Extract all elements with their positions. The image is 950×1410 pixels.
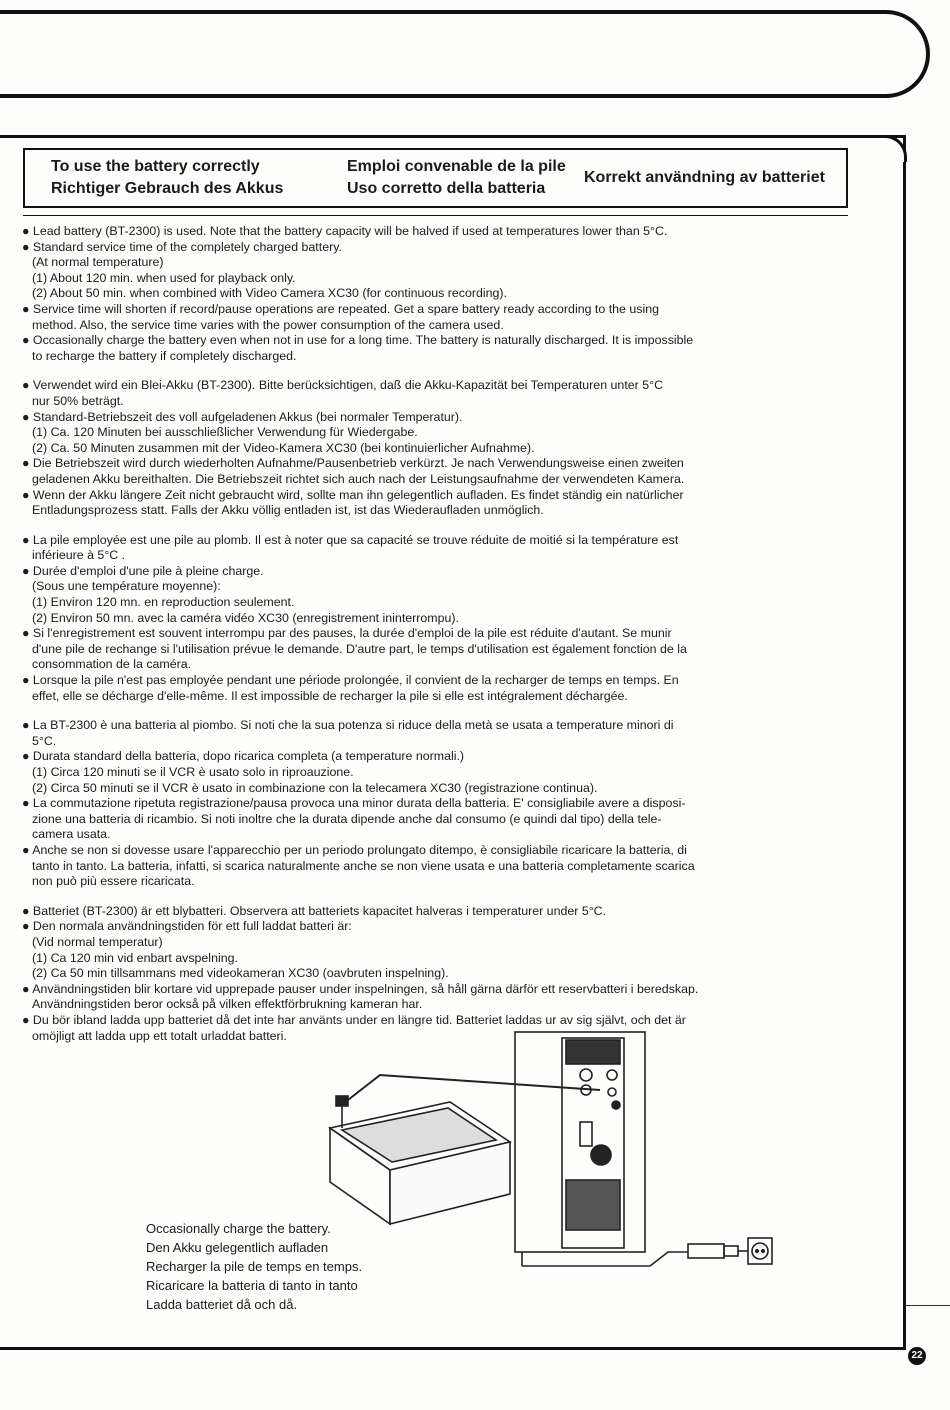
german-text-line: (2) Ca. 50 Minuten zusammen mit der Video-Kamera XC30 (bei kontinuierlicher Aufnahme).: [32, 440, 535, 455]
english-text-line: method. Also, the service time varies with the power consumption of the camera used.: [32, 317, 504, 332]
header-title-sv: Korrekt användning av batteriet: [584, 169, 825, 186]
caption-fr: Recharger la pile de temps en temps.: [146, 1259, 363, 1274]
english-text-line: (At normal temperature): [32, 255, 164, 270]
english-text-line: (1) About 120 min. when used for playback only.: [32, 270, 296, 285]
french-text-line: (Sous une température moyenne):: [32, 579, 221, 594]
english-text-line: ● Standard service time of the completely charged battery.: [22, 239, 342, 254]
swedish-text-line: ● Batteriet (BT-2300) är ett blybatteri. Observera att batteriets kapacitet halveras i temperaturer under 5°C.: [22, 903, 607, 918]
vcr-unit: [515, 1032, 650, 1266]
french-text-line: ● La pile employée est une pile au plomb. Il est à noter que sa capacité se trouve réduite de moitié si la température est: [22, 532, 679, 547]
margin-tick: [905, 1305, 950, 1306]
italian-text-line: ● La BT-2300 è una batteria al piombo. Si noti che la sua potenza si riduce della metà se usata a temperature minori di: [22, 718, 674, 733]
header-title-it: Uso corretto della batteria: [347, 180, 546, 197]
english-text-line: ● Occasionally charge the battery even when not in use for a long time. The battery is naturally discharged. It is impossible: [22, 333, 694, 348]
french-text-line: effet, elle se décharge d'elle-même. Il est impossible de recharger la pile si elle est intégralement déchargée.: [32, 688, 628, 703]
section-french: [22, 533, 854, 705]
section-german: [22, 378, 854, 518]
header-col-en-de: [25, 156, 321, 200]
frame-top-line: [0, 135, 905, 138]
top-tab-border: [0, 10, 930, 98]
swedish-text-line: Användningstiden beror också på vilken effektförbrukning kameran har.: [32, 997, 423, 1012]
section-swedish: [22, 904, 854, 1044]
power-plug: [650, 1238, 772, 1266]
italian-text-line: (1) Circa 120 minuti se il VCR è usato solo in riproauzione.: [32, 765, 354, 779]
french-text-line: ● Durée d'emploi d'une pile à pleine charge.: [22, 563, 264, 578]
section-italian: [22, 718, 854, 890]
german-text-line: ● Wenn der Akku längere Zeit nicht gebraucht wird, sollte man ihn gelegentlich aufladen. Es findet ständig ein natürlicher: [22, 487, 684, 502]
italian-text-line: 5°C.: [32, 733, 57, 748]
italian-text-line: non può più essere ricaricata.: [32, 874, 195, 889]
french-text-line: consommation de la caméra.: [32, 657, 192, 672]
german-text-line: ● Standard-Betriebszeit des voll aufgeladenen Akkus (bei normaler Temperatur).: [22, 409, 463, 424]
caption-de: Den Akku gelegentlich aufladen: [146, 1240, 329, 1255]
header-title-fr: Emploi convenable de la pile: [347, 158, 566, 175]
battery-box: [330, 1096, 510, 1224]
caption-sv: Ladda batteriet då och då.: [146, 1297, 298, 1312]
italian-text-line: zione una batteria di ricambio. Si noti inoltre che la durata dipende anche dal consumo (e quindi dal tipo) della tele-: [32, 811, 662, 826]
german-text-line: ● Verwendet wird ein Blei-Akku (BT-2300). Bitte berücksichtigen, daß die Akku-Kapazität bei Temperaturen unter 5°C: [22, 378, 664, 393]
french-text-line: inférieure à 5°C .: [32, 548, 126, 563]
english-text-line: ● Service time will shorten if record/pause operations are repeated. Get a spare battery ready according to the using: [22, 301, 659, 316]
german-text-line: Entladungsprozess statt. Falls der Akku völlig entladen ist, ist das Wiederaufladen unmöglich.: [32, 503, 544, 518]
english-text-line: to recharge the battery if completely discharged.: [32, 348, 297, 363]
english-text-line: (2) About 50 min. when combined with Video Camera XC30 (for continuous recording).: [32, 286, 507, 301]
french-text-line: (2) Environ 50 mn. avec la caméra vidéo XC30 (enregistrement ininterrompu).: [32, 610, 459, 625]
header-title-en: To use the battery correctly: [51, 158, 260, 175]
header-title-de: Richtiger Gebrauch des Akkus: [51, 180, 284, 197]
italian-text-line: camera usata.: [32, 827, 111, 842]
swedish-text-line: ● Den normala användningstiden för ett full laddat batteri är:: [22, 919, 352, 934]
illustration-caption: [146, 1219, 362, 1314]
german-text-line: geladenen Akku bereithalten. Die Betriebszeit richtet sich auch nach der Leistungsaufnahme der verwendeten Kamera.: [32, 471, 685, 486]
italian-text-line: ● La commutazione ripetuta registrazione/pausa provoca una minor durata della batteria. E' consigliabile avere a disposi-: [22, 796, 686, 811]
swedish-text-line: ● Du bör ibland ladda upp batteriet då det inte har använts under en längre tid. Batteriet laddas ur av sig självt, och det är: [22, 1012, 686, 1027]
swedish-text-line: omöjligt att ladda upp ett totalt urladdat batteri.: [32, 1028, 287, 1043]
swedish-text-line: (Vid normal temperatur): [32, 934, 163, 949]
swedish-text-line: (2) Ca 50 min tillsammans med videokameran XC30 (oavbruten inspelning).: [32, 966, 449, 981]
german-text-line: (1) Ca. 120 Minuten bei ausschließlicher Verwendung für Wiedergabe.: [32, 425, 418, 440]
caption-it: Ricaricare la batteria di tanto in tanto: [146, 1278, 358, 1293]
page-number: 22: [908, 1347, 926, 1365]
italian-text-line: (2) Circa 50 minuti se il VCR è usato in combinazione con la telecamera XC30 (registrazione continua).: [32, 780, 598, 795]
italian-text-line: ● Durata standard della batteria, dopo ricarica completa (a temperature normali.): [22, 749, 465, 764]
charging-illustration: [300, 1030, 800, 1270]
swedish-text-line: ● Användningstiden blir kortare vid upprepade pauser under inspelningen, så håll gärna därför ett reservbatteri i beredskap.: [22, 981, 699, 996]
section-header: [23, 148, 848, 208]
header-col-fr-it: [321, 156, 572, 200]
english-text-line: ● Lead battery (BT-2300) is used. Note that the battery capacity will be halved if used at temperatures lower than 5°C.: [22, 224, 668, 238]
italian-text-line: tanto in tanto. La batteria, infatti, si scarica naturalmente anche se non viene usata e una batteria completamente scarica: [32, 858, 695, 873]
caption-en: Occasionally charge the battery.: [146, 1221, 331, 1236]
french-text-line: d'une pile de rechange si l'utilisation prévue le demande. D'autre part, le temps d'utilisation est également fonction de la: [32, 641, 687, 656]
italian-text-line: ● Anche se non si dovesse usare l'apparecchio per un periodo prolungato ditempo, è consigliabile ricaricare la batteria, di: [22, 842, 687, 857]
body-text: [22, 224, 854, 1058]
frame-bottom-line: [0, 1347, 905, 1350]
swedish-text-line: (1) Ca 120 min vid enbart avspelning.: [32, 950, 238, 965]
header-underline: [23, 215, 848, 216]
frame-right-line: [903, 135, 906, 1350]
french-text-line: (1) Environ 120 mn. en reproduction seulement.: [32, 595, 295, 610]
french-text-line: ● Lorsque la pile n'est pas employée pendant une période prolongée, il convient de la recharger de temps en temps. En: [22, 673, 679, 688]
french-text-line: ● Si l'enregistrement est souvent interrompu par des pauses, la durée d'emploi de la pile est réduite d'autant. Se munir: [22, 626, 672, 641]
german-text-line: nur 50% beträgt.: [32, 393, 124, 408]
german-text-line: ● Die Betriebszeit wird durch wiederholten Aufnahme/Pausenbetrieb verkürzt. Je nach Verwendungsweise einen zweiten: [22, 456, 684, 471]
section-english: [22, 224, 854, 364]
